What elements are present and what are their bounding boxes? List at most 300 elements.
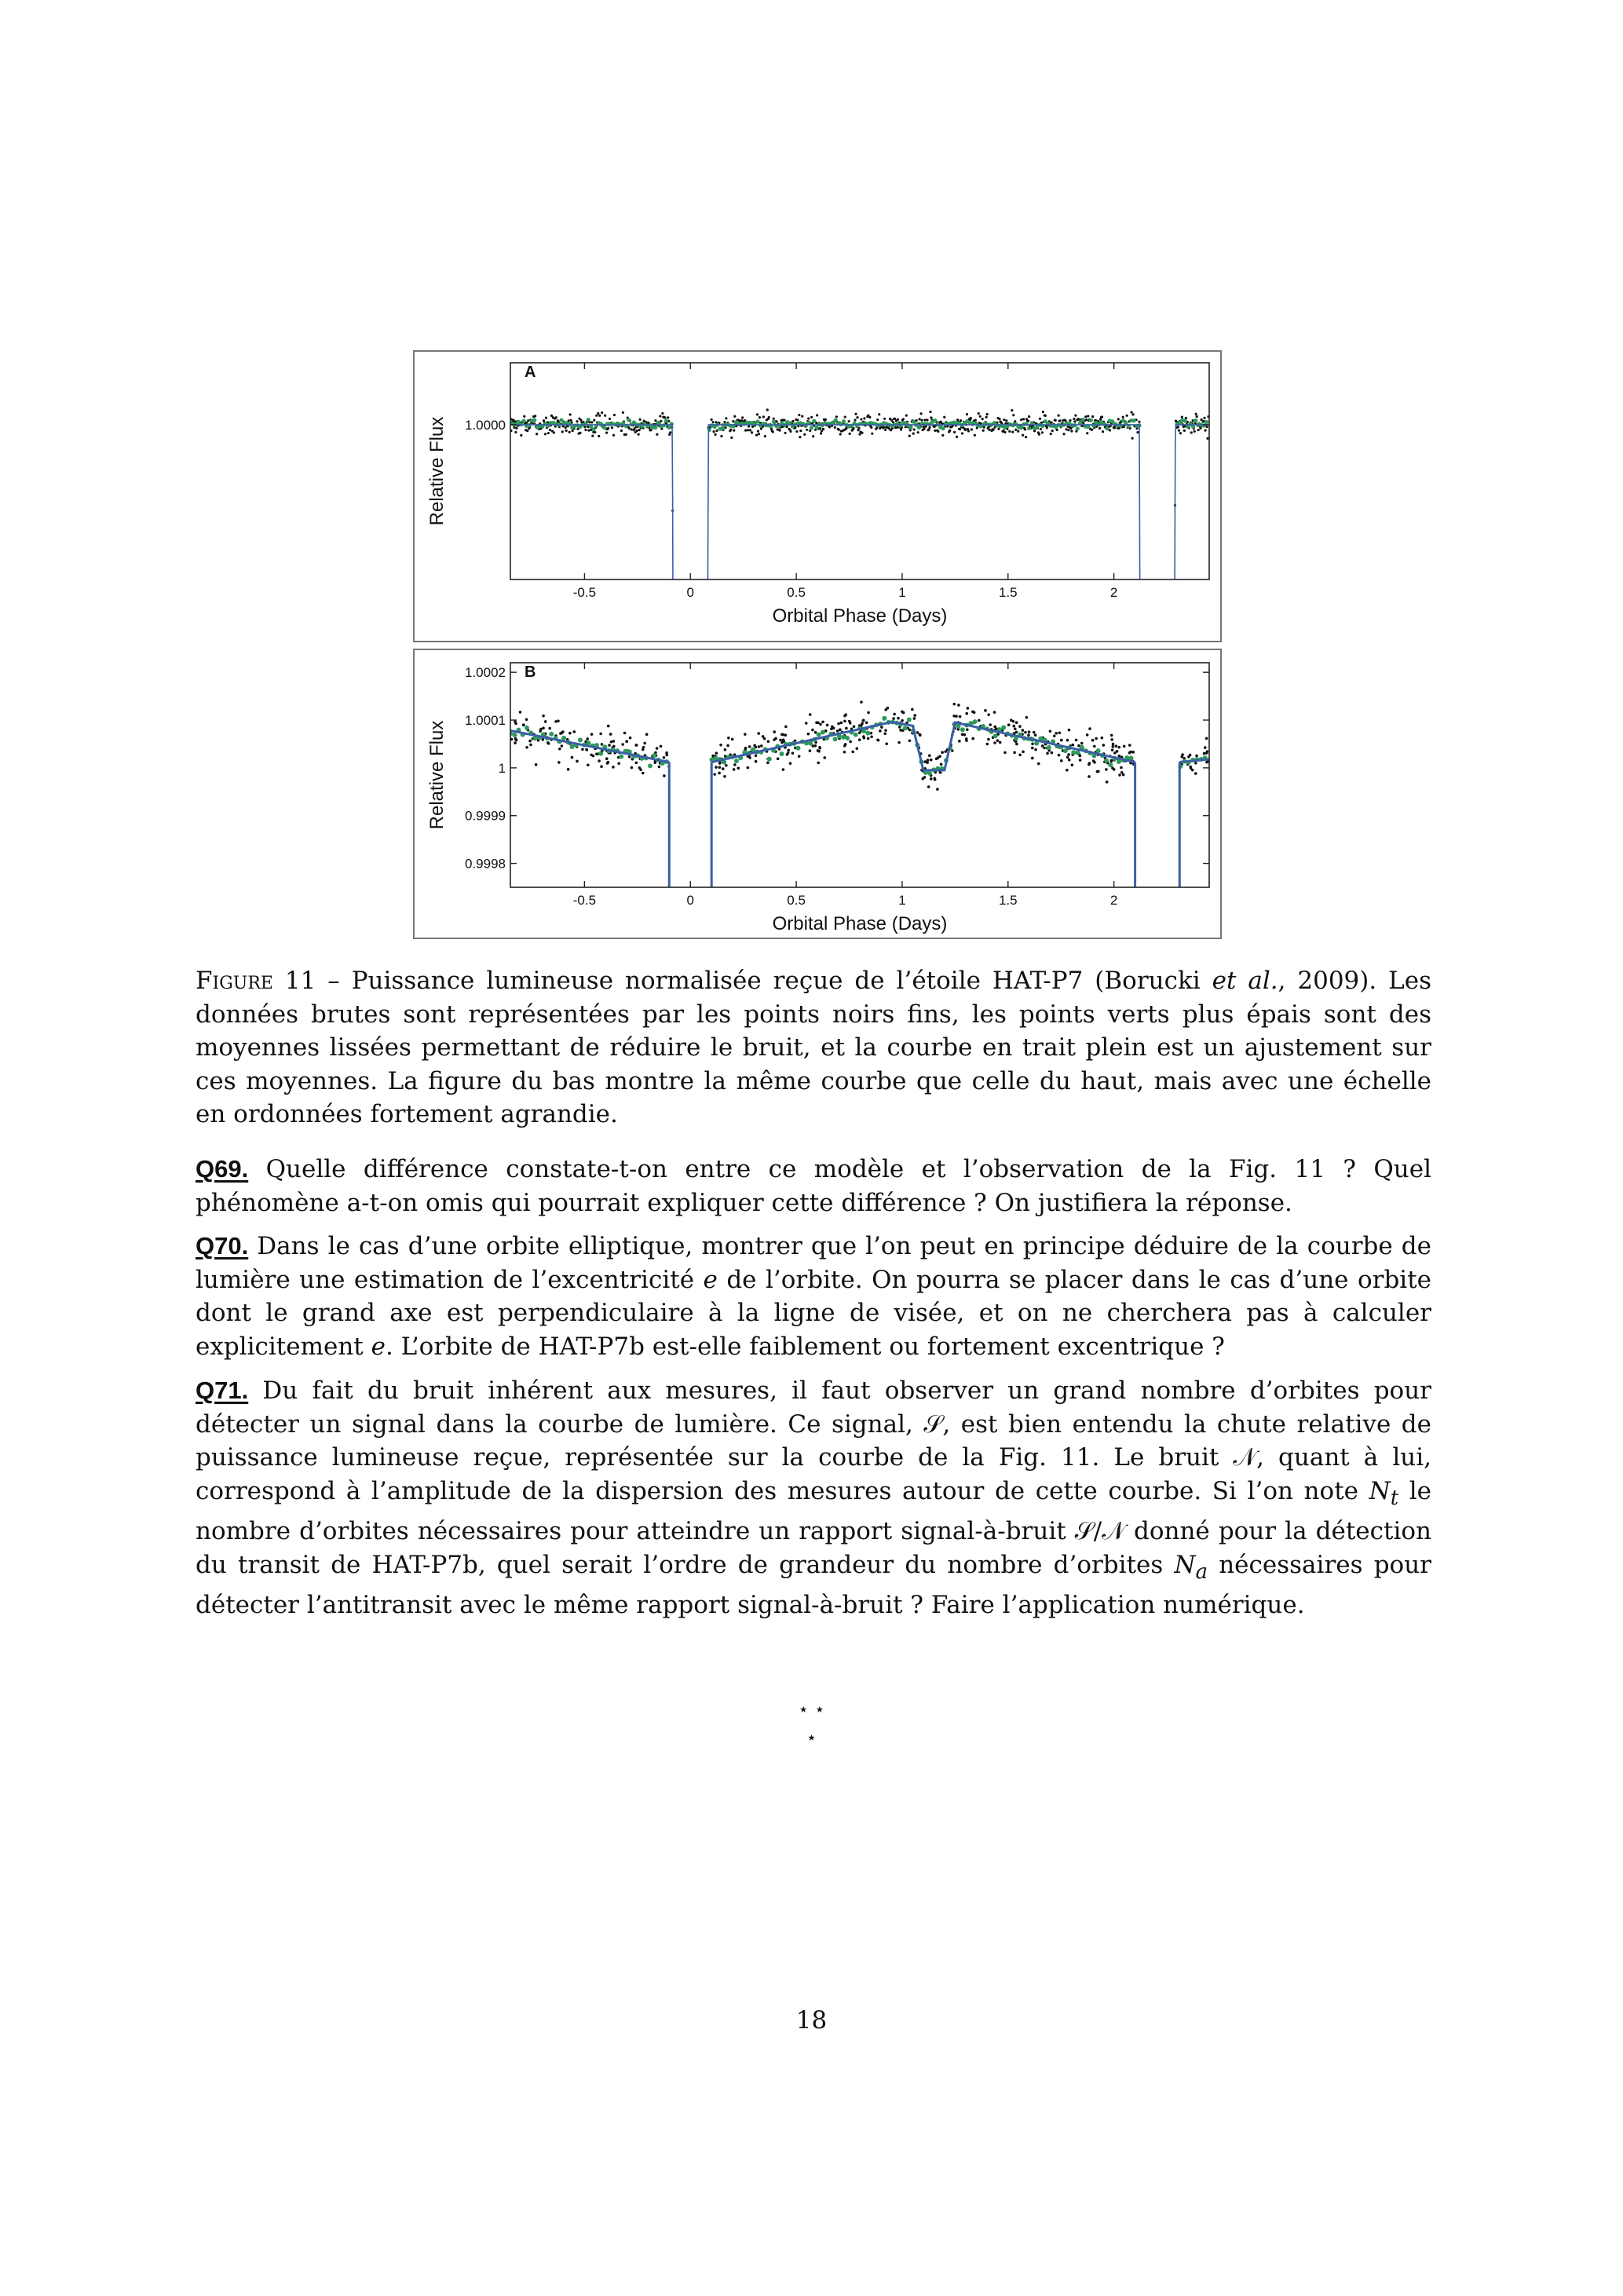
- raw-data-point: [772, 430, 774, 433]
- raw-data-point: [861, 722, 864, 725]
- smoothed-point: [721, 426, 725, 430]
- raw-data-point: [617, 762, 620, 765]
- raw-data-point: [862, 718, 865, 722]
- raw-data-point: [726, 744, 729, 748]
- caption-text-2: , 2009). Les données brutes sont représentées par les points noirs fins, les points verts plus épais sont des moyennes lissées permettant de réduire le bruit, et la courbe en trait plein est un ajustement sur ces moyennes. La figure du bas montre la même courbe que celle du haut, mais avec une échelle en ordonnées fortement agrandie.: [196, 967, 1431, 1128]
- smoothed-point: [767, 757, 772, 762]
- raw-data-point: [993, 711, 996, 714]
- raw-data-point: [1056, 429, 1058, 431]
- plot-area: [508, 700, 1209, 890]
- raw-data-point: [1022, 418, 1025, 420]
- raw-data-point: [1084, 415, 1087, 418]
- raw-data-point: [1201, 419, 1203, 421]
- raw-data-point: [751, 426, 754, 428]
- math-var: N: [1369, 1476, 1391, 1505]
- raw-data-point: [1058, 731, 1062, 734]
- smoothed-point: [821, 729, 825, 734]
- raw-data-point: [669, 431, 671, 433]
- raw-data-point: [1022, 729, 1025, 732]
- raw-data-point: [527, 419, 529, 422]
- raw-data-point: [1203, 752, 1206, 755]
- raw-data-point: [1018, 725, 1022, 728]
- raw-data-point: [844, 415, 846, 418]
- raw-data-point: [601, 411, 603, 414]
- raw-data-point: [780, 741, 784, 744]
- raw-data-point: [1120, 766, 1123, 770]
- raw-data-point: [1060, 759, 1063, 762]
- x-tick-label: 0: [686, 585, 694, 600]
- raw-data-point: [613, 414, 616, 416]
- raw-data-point: [514, 741, 517, 744]
- question-text: nécessaires pour détecter l’antitransit avec le même rapport signal-à-bruit ? Faire l’application numérique.: [196, 1550, 1431, 1620]
- smoothed-point: [833, 737, 838, 741]
- raw-data-point: [1183, 430, 1186, 432]
- smoothed-point: [941, 426, 945, 430]
- smoothed-point: [903, 726, 908, 730]
- raw-data-point: [1074, 415, 1077, 417]
- raw-data-point: [854, 419, 856, 421]
- raw-data-point: [725, 764, 728, 767]
- figure-caption: [196, 964, 1431, 1132]
- raw-data-point: [814, 744, 817, 748]
- raw-data-point: [586, 737, 589, 740]
- raw-data-point: [1066, 739, 1069, 742]
- raw-data-point: [901, 719, 904, 722]
- smoothed-point: [1108, 762, 1113, 767]
- raw-data-point: [902, 711, 905, 715]
- raw-data-point: [924, 760, 927, 763]
- raw-data-point: [609, 418, 611, 420]
- raw-data-point: [548, 727, 551, 730]
- raw-data-point: [1087, 415, 1089, 417]
- raw-data-point: [789, 430, 791, 433]
- smoothed-point: [667, 426, 671, 430]
- smoothed-point: [841, 735, 846, 740]
- raw-data-point: [1205, 761, 1208, 764]
- raw-data-point: [917, 431, 919, 433]
- raw-data-point: [1022, 751, 1025, 754]
- raw-data-point: [803, 433, 806, 436]
- raw-data-point: [883, 418, 886, 420]
- raw-data-point: [1101, 415, 1103, 418]
- raw-data-point: [955, 715, 958, 718]
- raw-data-point: [865, 721, 868, 724]
- raw-data-point: [821, 721, 824, 724]
- raw-data-point: [930, 416, 932, 419]
- raw-data-point: [1020, 419, 1022, 421]
- raw-data-point: [879, 729, 882, 733]
- raw-data-point: [773, 418, 775, 420]
- raw-data-point: [927, 759, 930, 762]
- raw-data-point: [974, 434, 976, 437]
- raw-data-point: [937, 756, 940, 759]
- x-tick-label: 0.5: [787, 585, 806, 600]
- raw-data-point: [820, 432, 822, 434]
- raw-data-point: [621, 743, 624, 746]
- raw-data-point: [572, 430, 574, 432]
- raw-data-point: [579, 432, 581, 434]
- raw-data-point: [590, 733, 594, 736]
- raw-data-point: [1195, 755, 1198, 758]
- raw-data-point: [819, 427, 821, 430]
- smoothed-point: [664, 419, 668, 422]
- raw-data-point: [971, 428, 973, 430]
- raw-data-point: [1067, 429, 1069, 431]
- raw-data-point: [758, 433, 760, 435]
- raw-data-point: [1105, 768, 1108, 771]
- raw-data-point: [585, 748, 588, 751]
- raw-data-point: [1131, 413, 1134, 415]
- raw-data-point: [989, 723, 992, 726]
- smoothed-point: [653, 426, 657, 430]
- raw-data-point: [1110, 734, 1113, 737]
- raw-data-point: [724, 748, 727, 751]
- raw-data-point: [718, 772, 721, 775]
- math-subscript: t: [1390, 1486, 1399, 1510]
- y-tick-label: 1.0000: [465, 417, 506, 433]
- raw-data-point: [870, 426, 872, 429]
- raw-data-point: [1179, 432, 1182, 434]
- raw-data-point: [1092, 759, 1095, 762]
- raw-data-point: [638, 433, 640, 435]
- raw-data-point: [953, 431, 956, 433]
- raw-data-point: [573, 730, 576, 733]
- raw-data-point: [986, 743, 989, 746]
- raw-data-point: [634, 744, 638, 747]
- raw-data-point: [1024, 731, 1027, 734]
- raw-data-point: [966, 728, 969, 731]
- raw-data-point: [525, 718, 528, 721]
- raw-data-point: [1102, 430, 1104, 433]
- raw-data-point: [514, 720, 517, 723]
- raw-data-point: [1087, 775, 1091, 778]
- raw-data-point: [558, 748, 561, 751]
- raw-data-point: [843, 720, 846, 723]
- raw-data-point: [656, 433, 658, 436]
- raw-data-point: [733, 430, 735, 432]
- raw-data-point: [534, 415, 536, 417]
- raw-data-point: [784, 432, 786, 434]
- raw-data-point: [928, 426, 930, 429]
- raw-data-point: [957, 728, 960, 731]
- raw-data-point: [795, 430, 798, 433]
- raw-data-point: [878, 413, 880, 415]
- raw-data-point: [1034, 748, 1037, 751]
- raw-data-point: [920, 412, 923, 415]
- smoothed-point: [907, 718, 912, 722]
- raw-data-point: [867, 737, 870, 740]
- raw-data-point: [807, 417, 810, 419]
- raw-data-point: [757, 732, 760, 735]
- raw-data-point: [561, 744, 564, 748]
- raw-data-point: [544, 720, 547, 723]
- raw-data-point: [912, 433, 915, 435]
- raw-data-point: [791, 420, 794, 422]
- raw-data-point: [987, 713, 990, 716]
- smoothed-point: [933, 419, 937, 422]
- question-text: Dans le cas d’une orbite elliptique, montrer que l’on peut en principe déduire de la courbe de lumière une estimation de l’excentricité: [196, 1232, 1431, 1294]
- raw-data-point: [871, 433, 873, 435]
- raw-data-point: [1117, 755, 1120, 758]
- raw-data-point: [763, 737, 766, 740]
- raw-data-point: [777, 757, 780, 760]
- smoothed-point: [845, 736, 850, 740]
- raw-data-point: [926, 419, 928, 421]
- raw-data-point: [911, 708, 914, 711]
- raw-data-point: [845, 727, 848, 730]
- panel-a-chart: [415, 352, 1220, 641]
- raw-data-point: [916, 419, 918, 422]
- raw-data-point: [1008, 430, 1011, 433]
- raw-data-point: [1012, 720, 1015, 723]
- raw-data-point: [941, 751, 944, 754]
- raw-data-point: [612, 434, 615, 437]
- raw-data-point: [1111, 748, 1114, 751]
- raw-data-point: [1058, 415, 1060, 417]
- raw-data-point: [1011, 431, 1014, 433]
- question-number: Q70.: [196, 1232, 249, 1260]
- smoothed-point: [656, 421, 660, 425]
- raw-data-point: [729, 429, 732, 431]
- raw-data-point: [576, 420, 578, 422]
- raw-data-point: [1066, 756, 1069, 759]
- raw-data-point: [1131, 751, 1135, 754]
- smoothed-point: [1096, 748, 1101, 753]
- x-tick-label: -0.5: [572, 893, 597, 908]
- raw-data-point: [985, 416, 988, 419]
- raw-data-point: [798, 755, 801, 758]
- raw-data-point: [1069, 419, 1071, 422]
- smoothed-point: [1063, 748, 1068, 753]
- raw-data-point: [1204, 429, 1206, 431]
- raw-data-point: [628, 755, 631, 759]
- smoothed-point: [1075, 751, 1080, 755]
- raw-data-point: [607, 761, 610, 764]
- raw-data-point: [863, 417, 865, 419]
- raw-data-point: [1193, 430, 1196, 433]
- raw-data-point: [921, 777, 924, 781]
- raw-data-point: [861, 432, 863, 434]
- raw-data-point: [828, 426, 831, 428]
- raw-data-point: [1042, 411, 1044, 413]
- raw-data-point: [1003, 419, 1005, 421]
- raw-data-point: [839, 433, 842, 435]
- smoothed-point: [993, 733, 998, 738]
- raw-data-point: [612, 766, 615, 769]
- raw-data-point: [764, 435, 766, 437]
- raw-data-point: [665, 754, 668, 757]
- raw-data-point: [645, 733, 649, 736]
- raw-data-point: [919, 418, 921, 420]
- raw-data-point: [605, 431, 608, 433]
- raw-data-point: [712, 421, 715, 423]
- raw-data-point: [1065, 428, 1067, 430]
- raw-data-point: [1091, 739, 1095, 742]
- raw-data-point: [755, 434, 758, 437]
- raw-data-point: [856, 747, 859, 750]
- smoothed-point: [973, 719, 978, 724]
- raw-data-point: [569, 413, 572, 415]
- raw-data-point: [970, 417, 972, 419]
- raw-data-point: [1041, 431, 1044, 433]
- raw-data-point: [1014, 429, 1017, 431]
- raw-data-point: [571, 756, 574, 759]
- raw-data-point: [620, 430, 623, 432]
- raw-data-point: [801, 415, 803, 418]
- question-text: , est bien entendu la chute relative de puissance lumineuse reçue, représentée sur la courbe de la Fig. 11. Le bruit: [196, 1409, 1432, 1472]
- raw-data-point: [934, 430, 936, 432]
- smoothed-point: [587, 418, 590, 422]
- smoothed-point: [619, 754, 623, 759]
- raw-data-point: [848, 720, 851, 723]
- raw-data-point: [1015, 743, 1018, 746]
- raw-data-point: [1091, 429, 1093, 431]
- question-text: le nombre d’orbites nécessaires pour atteindre un rapport signal-à-bruit: [196, 1476, 1431, 1546]
- raw-data-point: [916, 731, 919, 734]
- raw-data-point: [1031, 742, 1034, 745]
- raw-data-point: [853, 725, 856, 728]
- raw-data-point: [961, 432, 963, 434]
- raw-data-point: [660, 745, 663, 748]
- raw-data-point: [1066, 769, 1069, 772]
- raw-data-point: [638, 429, 641, 431]
- raw-data-point: [1122, 416, 1124, 419]
- raw-data-point: [1073, 420, 1076, 422]
- smoothed-point: [1183, 419, 1187, 422]
- raw-data-point: [1025, 716, 1029, 719]
- smoothed-point: [927, 771, 932, 776]
- raw-data-point: [608, 744, 611, 747]
- smoothed-point: [795, 746, 800, 751]
- raw-data-point: [1070, 430, 1073, 432]
- y-axis-label: Relative Flux: [426, 416, 448, 526]
- raw-data-point: [1051, 751, 1054, 755]
- raw-data-point: [957, 704, 960, 707]
- x-tick-label: 2: [1109, 893, 1118, 908]
- stars-top: ⋆ ⋆: [798, 1700, 825, 1720]
- raw-data-point: [1136, 431, 1139, 433]
- raw-data-point: [913, 428, 916, 430]
- raw-data-point: [595, 415, 598, 417]
- raw-data-point: [744, 430, 747, 432]
- raw-data-point: [1060, 739, 1063, 742]
- raw-data-point: [1088, 762, 1091, 765]
- raw-data-point: [539, 729, 542, 733]
- raw-data-point: [933, 777, 936, 780]
- raw-data-point: [542, 715, 545, 718]
- smoothed-point: [1132, 419, 1136, 422]
- raw-data-point: [715, 751, 718, 755]
- smoothed-point: [812, 419, 816, 423]
- raw-data-point: [1117, 418, 1120, 420]
- raw-data-point: [996, 739, 1000, 742]
- raw-data-point: [1204, 746, 1207, 749]
- raw-data-point: [1128, 744, 1131, 747]
- raw-data-point: [1120, 771, 1124, 774]
- raw-data-point: [730, 437, 733, 439]
- raw-data-point: [832, 726, 835, 729]
- raw-data-point: [956, 436, 958, 438]
- raw-data-point: [1046, 752, 1049, 755]
- raw-data-point: [1206, 437, 1208, 440]
- raw-data-point: [715, 430, 718, 432]
- raw-data-point: [1033, 430, 1036, 432]
- raw-data-point: [570, 419, 572, 422]
- raw-data-point: [762, 415, 765, 418]
- raw-data-point: [536, 433, 538, 435]
- smoothed-point: [602, 426, 606, 430]
- math-symbol: 𝒮: [923, 1409, 943, 1439]
- raw-data-point: [767, 740, 770, 743]
- raw-data-point: [848, 420, 850, 422]
- raw-data-point: [936, 788, 939, 791]
- raw-data-point: [1126, 415, 1128, 417]
- raw-data-point: [1190, 431, 1193, 433]
- smoothed-point: [1202, 423, 1206, 427]
- smoothed-point: [1105, 426, 1109, 430]
- raw-data-point: [876, 738, 879, 741]
- raw-data-point: [967, 430, 970, 432]
- raw-data-point: [787, 751, 790, 755]
- raw-data-point: [958, 740, 961, 743]
- raw-data-point: [998, 418, 1000, 420]
- smoothed-point: [960, 727, 965, 732]
- raw-data-point: [568, 732, 572, 735]
- figure-11: [413, 350, 1222, 939]
- raw-data-point: [1012, 725, 1015, 728]
- smoothed-point: [652, 753, 656, 758]
- section-stars: [0, 1696, 1623, 1753]
- raw-data-point: [1012, 414, 1014, 416]
- raw-data-point: [1077, 419, 1080, 421]
- raw-data-point: [593, 419, 595, 421]
- raw-data-point: [1102, 744, 1106, 747]
- raw-data-point: [1027, 733, 1030, 737]
- raw-data-point: [1031, 757, 1034, 760]
- raw-data-point: [921, 419, 923, 422]
- raw-data-point: [555, 416, 557, 419]
- raw-data-point: [1086, 432, 1088, 434]
- panel-letter: B: [525, 664, 536, 681]
- raw-data-point: [1123, 745, 1126, 748]
- question-number: Q71.: [196, 1377, 249, 1404]
- raw-data-point: [893, 713, 896, 716]
- raw-data-point: [553, 431, 555, 433]
- question-69: [196, 1153, 1431, 1219]
- raw-data-point: [1059, 419, 1062, 422]
- smoothed-point: [707, 428, 711, 432]
- raw-data-point: [712, 430, 715, 433]
- smoothed-point: [817, 732, 821, 737]
- raw-data-point: [780, 733, 784, 737]
- raw-data-point: [622, 411, 624, 414]
- raw-data-point: [837, 722, 840, 726]
- raw-data-point: [715, 766, 718, 769]
- raw-data-point: [658, 766, 661, 769]
- raw-data-point: [867, 711, 870, 715]
- raw-data-point: [908, 739, 912, 742]
- raw-data-point: [1197, 429, 1200, 431]
- axes-frame: [510, 363, 1209, 579]
- y-tick-label: 1.0001: [465, 713, 506, 729]
- raw-data-point: [823, 756, 826, 759]
- raw-data-point: [782, 768, 785, 771]
- raw-data-point: [747, 429, 749, 431]
- x-tick-label: 2: [1109, 585, 1118, 600]
- math-symbol: 𝒮/𝒩: [1074, 1517, 1125, 1546]
- raw-data-point: [1117, 746, 1120, 749]
- raw-data-point: [1015, 731, 1018, 734]
